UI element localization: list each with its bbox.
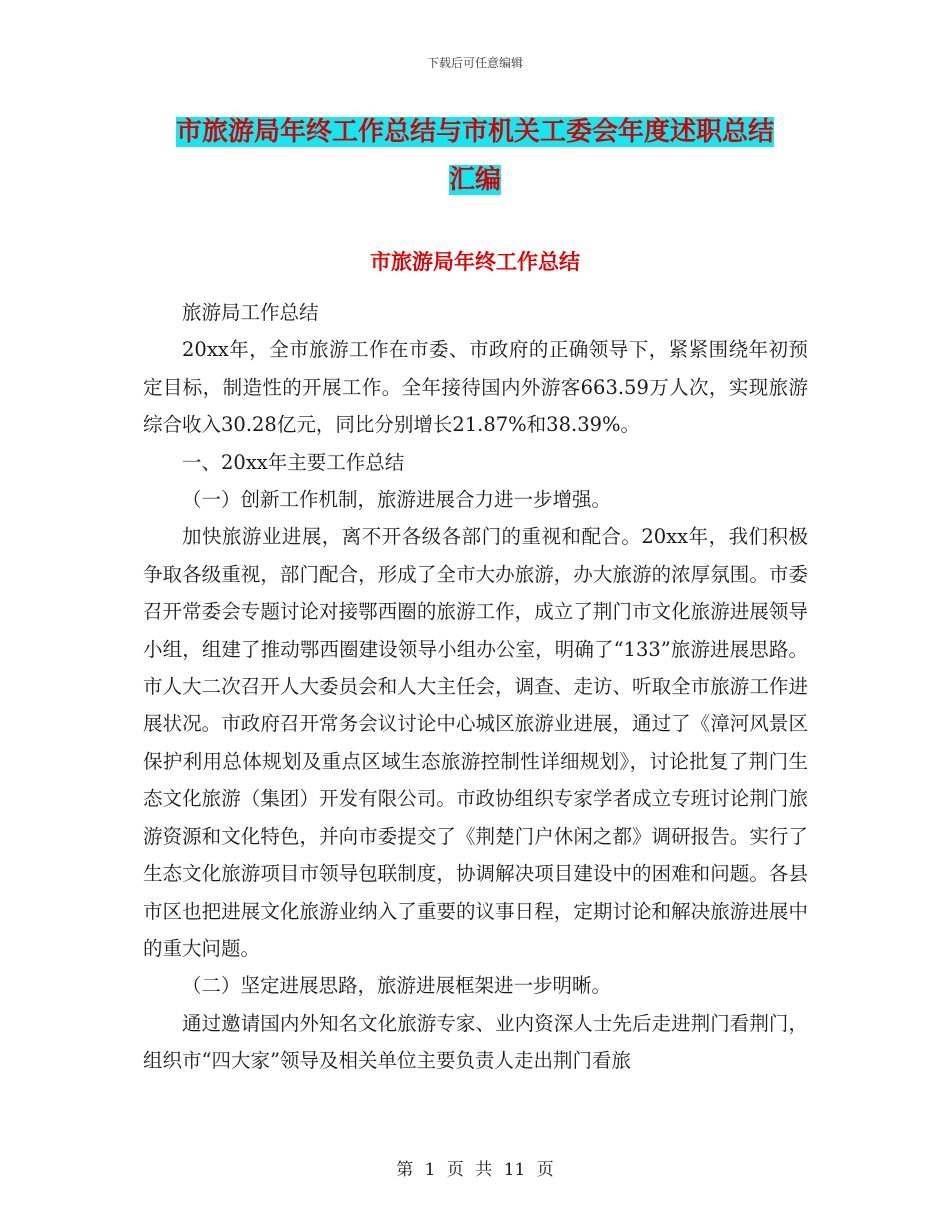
paragraph-subheading-2: （二）坚定进展思路，旅游进展框架进一步明晰。 [182,974,612,998]
document-title-line-2: 汇编 [448,165,501,195]
paragraph-heading: 旅游局工作总结 [182,301,319,324]
document-body [143,294,808,1080]
page-footer: 第 1 页 共 11 页 [396,1160,554,1180]
paragraph-body-2: 通过邀请国内外知名文化旅游专家、业内资深人士先后走进荆门看荆门，组织市“四大家”领导及相关单位主要负责人走出荆门看旅 [143,1011,808,1073]
paragraph-subheading-1: （一）创新工作机制，旅游进展合力进一步增强。 [182,488,612,512]
paragraph-section-heading: 一、20xx年主要工作总结 [182,450,405,474]
document-title [0,108,950,204]
section-title: 市旅游局年终工作总结 [370,249,580,274]
paragraph-body-1: 加快旅游业进展，离不开各级各部门的重视和配合。20xx年，我们积极争取各级重视，部门配合，形成了全市大办旅游，办大旅游的浓厚氛围。市委召开常委会专题讨论对接鄂西圈的旅游工作，成立了荆门市文化旅游进展领导小组，组建了推动鄂西圈建设领导小组办公室，明确了“133”旅游进展思路。市人大二次召开人大委员会和人大主任会，调查、走访、听取全市旅游工作进展状况。市政府召开常务会议讨论中心城区旅游业进展，通过了《漳河风景区保护利用总体规划及重点区域生态旅游控制性详细规划》，讨论批复了荆门生态文化旅游（集团）开发有限公司。市政协组织专家学者成立专班讨论荆门旅游资源和文化特色，并向市委提交了《荆楚门户休闲之都》调研报告。实行了生态文化旅游项目市领导包联制度，协调解决项目建设中的困难和问题。各县市区也把进展文化旅游业纳入了重要的议事日程，定期讨论和解决旅游进展中的重大问题。 [143,525,808,960]
paragraph-intro: 20xx年，全市旅游工作在市委、市政府的正确领导下，紧紧围绕年初预定目标，制造性的开展工作。全年接待国内外游客663.59万人次，实现旅游综合收入30.28亿元，同比分别增长21.87%和38.39%。 [143,338,808,437]
document-title-line-1: 市旅游局年终工作总结与市机关工委会年度述职总结 [175,117,774,147]
page-header-note: 下载后可任意编辑 [426,56,523,70]
